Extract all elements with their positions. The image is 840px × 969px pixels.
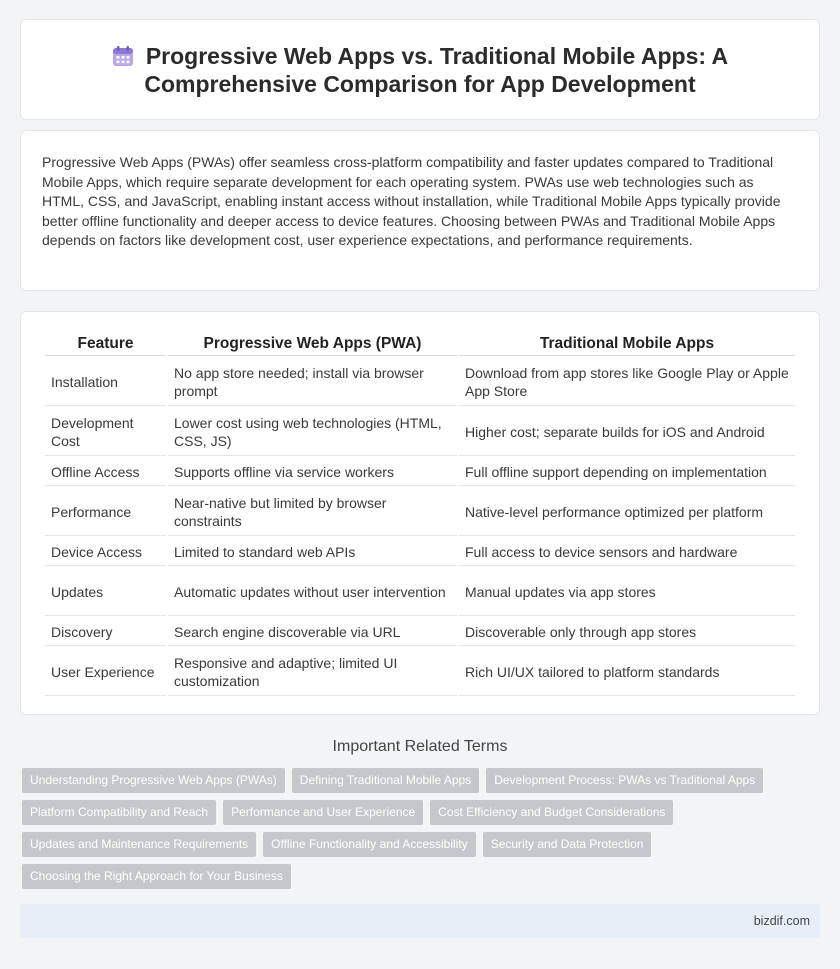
related-term-tag[interactable]: Offline Functionality and Accessibility <box>263 832 476 857</box>
pwa-cell: Limited to standard web APIs <box>168 538 457 566</box>
feature-cell: Performance <box>45 488 166 536</box>
pwa-cell: Automatic updates without user intervention <box>168 568 457 616</box>
pwa-cell: Responsive and adaptive; limited UI customization <box>168 648 457 696</box>
feature-cell: Development Cost <box>45 408 166 456</box>
header-pwa: Progressive Web Apps (PWA) <box>168 334 457 356</box>
traditional-cell: Manual updates via app stores <box>459 568 795 616</box>
feature-cell: Updates <box>45 568 166 616</box>
feature-cell: Offline Access <box>45 458 166 486</box>
traditional-cell: Rich UI/UX tailored to platform standards <box>459 648 795 696</box>
related-term-tag[interactable]: Cost Efficiency and Budget Considerations <box>430 800 673 825</box>
table-row <box>45 618 795 646</box>
related-term-tag[interactable]: Understanding Progressive Web Apps (PWAs) <box>22 768 285 793</box>
pwa-cell: No app store needed; install via browser prompt <box>168 358 457 406</box>
related-terms-title: Important Related Terms <box>332 738 508 755</box>
table-row <box>45 458 795 486</box>
traditional-cell: Full offline support depending on implementation <box>459 458 795 486</box>
feature-cell: Device Access <box>45 538 166 566</box>
title-card <box>20 19 820 120</box>
related-term-tag[interactable]: Choosing the Right Approach for Your Business <box>22 864 291 889</box>
table-row <box>45 488 795 536</box>
table-row <box>45 358 795 406</box>
feature-cell: Discovery <box>45 618 166 646</box>
intro-paragraph: Progressive Web Apps (PWAs) offer seamless cross-platform compatibility and faster updates compared to Traditional Mobile Apps, which require separate development for each operating system. PWAs use web technologies such as HTML, CSS, and JavaScript, enabling instant access without installation, while Traditional Mobile Apps typically provide better offline functionality and deeper access to device features. Choosing between PWAs and Traditional Mobile Apps depends on factors like development cost, user experience expectations, and performance requirements. <box>42 154 781 249</box>
traditional-cell: Discoverable only through app stores <box>459 618 795 646</box>
footer <box>20 904 820 938</box>
calendar-icon <box>112 45 134 67</box>
related-terms-list <box>22 768 818 896</box>
related-term-tag[interactable]: Development Process: PWAs vs Traditional Apps <box>486 768 763 793</box>
related-term-tag[interactable]: Updates and Maintenance Requirements <box>22 832 256 857</box>
related-term-tag[interactable]: Security and Data Protection <box>483 832 652 857</box>
traditional-cell: Download from app stores like Google Play or Apple App Store <box>459 358 795 406</box>
header-feature: Feature <box>45 334 166 356</box>
traditional-cell: Higher cost; separate builds for iOS and Android <box>459 408 795 456</box>
related-term-tag[interactable]: Performance and User Experience <box>223 800 423 825</box>
pwa-cell: Search engine discoverable via URL <box>168 618 457 646</box>
pwa-cell: Lower cost using web technologies (HTML, CSS, JS) <box>168 408 457 456</box>
pwa-cell: Supports offline via service workers <box>168 458 457 486</box>
table-row <box>45 538 795 566</box>
pwa-cell: Near-native but limited by browser constraints <box>168 488 457 536</box>
table-row <box>45 408 795 456</box>
page-title-text: Progressive Web Apps vs. Traditional Mobile Apps: A Comprehensive Comparison for App Development <box>144 42 729 97</box>
traditional-cell: Native-level performance optimized per platform <box>459 488 795 536</box>
table-row <box>45 568 795 616</box>
header-traditional: Traditional Mobile Apps <box>459 334 795 356</box>
comparison-table-card <box>20 311 820 715</box>
traditional-cell: Full access to device sensors and hardware <box>459 538 795 566</box>
page-title <box>51 42 789 98</box>
footer-site-link[interactable]: bizdif.com <box>753 914 810 928</box>
table-header-row <box>45 334 795 356</box>
table-row <box>45 648 795 696</box>
related-term-tag[interactable]: Platform Compatibility and Reach <box>22 800 216 825</box>
related-term-tag[interactable]: Defining Traditional Mobile Apps <box>292 768 479 793</box>
feature-cell: Installation <box>45 358 166 406</box>
intro-card <box>20 130 820 291</box>
feature-cell: User Experience <box>45 648 166 696</box>
comparison-table <box>43 332 797 698</box>
